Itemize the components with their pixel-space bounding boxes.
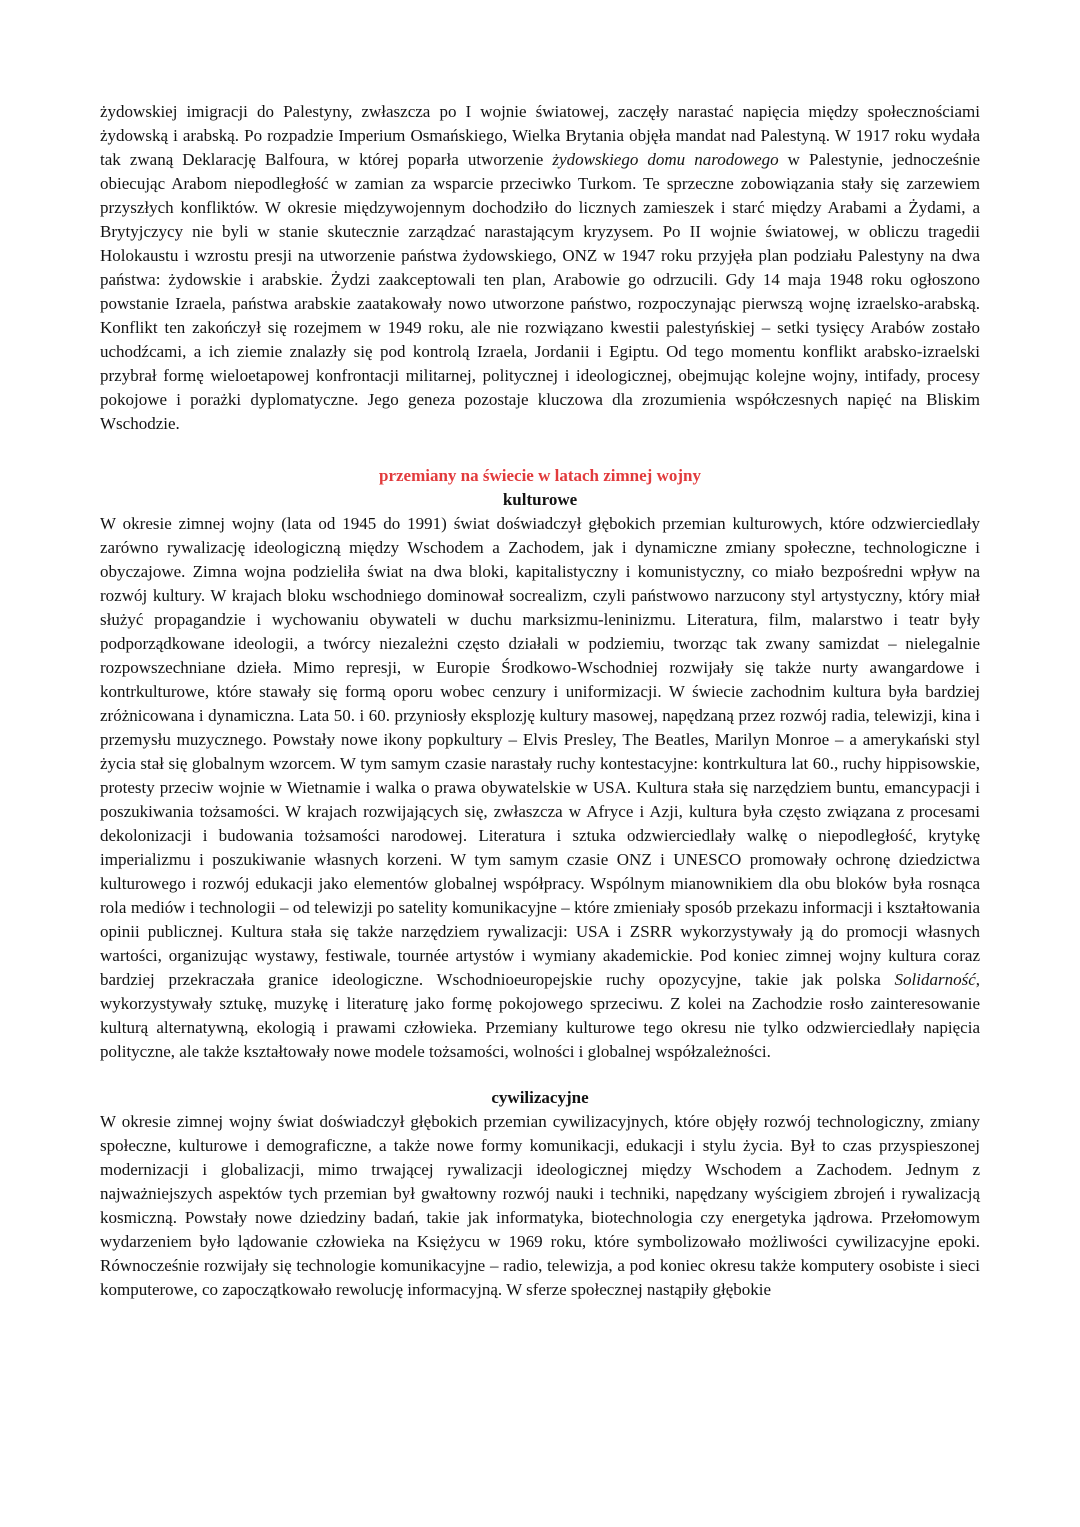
text-run: W okresie zimnej wojny (lata od 1945 do 1991) świat doświadczył głębokich przemian kulturowych, które odzwierciedlały zarówno rywalizację ideologiczną między Wschodem a Zachodem, jak i dynamiczne zmiany społeczne, technologiczne i obyczajowe. Zimna wojna podzieliła świat na dwa bloki, kapitalistyczny i komunistyczny, co miało bezpośredni wpływ na rozwój kultury. W krajach bloku wschodniego dominował socrealizm, czyli państwowo narzucony styl artystyczny, który miał służyć propagandzie i wychowaniu obywateli w duchu marksizmu-leninizmu. Literatura, film, malarstwo i teatr były podporządkowane ideologii, a twórcy niezależni często działali w podziemiu, tworząc tak zwany samizdat – nielegalnie rozpowszechniane dzieła. Mimo represji, w Europie Środkowo-Wschodniej rozwijały się także nurty awangardowe i kontrkulturowe, które stawały się formą oporu wobec cenzury i uniformizacji. W świecie zachodnim kultura była bardziej zróżnicowana i dynamiczna. Lata 50. i 60. przyniosły eksplozję kultury masowej, napędzaną przez rozwój radia, telewizji, kina i przemysłu muzycznego. Powstały nowe ikony popkultury – Elvis Presley, The Beatles, Marilyn Monroe – a amerykański styl życia stał się globalnym wzorcem. W tym samym czasie narastały ruchy kontestacyjne: kontrkultura lat 60., ruchy hippisowskie, protesty przeciw wojnie w Wietnamie i walka o prawa obywatelskie w USA. Kultura stała się narzędziem buntu, emancypacji i poszukiwania tożsamości. W krajach rozwijających się, zwłaszcza w Afryce i Azji, kultura była często związana z procesami dekolonizacji i budowania tożsamości narodowej. Literatura i sztuka odzwierciedlały walkę o niepodległość, krytykę imperializmu i poszukiwanie własnych korzeni. W tym samym czasie ONZ i UNESCO promowały ochronę dziedzictwa kulturowego i rozwój edukacji jako elementów globalnej współpracy. Wspólnym mianownikiem dla obu bloków była rosnąca rola mediów i technologii – od telewizji po satelity komunikacyjne – które zmieniały sposób przekazu informacji i kształtowania opinii publicznej. Kultura stała się także narzędziem rywalizacji: USA i ZSRR wykorzystywały ją do promocji własnych wartości, organizując wystawy, festiwale, tournée artystów i wymiany akademickie. Pod koniec zimnej wojny kultura coraz bardziej przekraczała granice ideologiczne. Wschodnioeuropejskie ruchy opozycyjne, takie jak polska [100,514,980,989]
italic-text-run: Solidarność [894,970,976,989]
text-run: żydowskiej imigracji do Palestyny, zwłaszcza po I wojnie światowej, zaczęły narastać napięcia między społecznościami żydowską i arabską. Po rozpadzie Imperium Osmańskiego, Wielka Brytania objęła mandat nad Palestyną. W 1917 roku wydała tak zwaną Deklarację Balfoura, w której poparła utworzenie [100,102,980,169]
section-heading-world-changes-cold-war: przemiany na świecie w latach zimnej wojny [378,466,701,485]
text-run: w Palestynie, jednocześnie obiecując Arabom niepodległość w zamian za wsparcie przeciwko Turkom. Te sprzeczne zobowiązania stały się zarzewiem przyszłych konfliktów. W okresie międzywojennym dochodziło do licznych zamieszek i starć między Arabami a Żydami, a Brytyjczycy nie byli w stanie skutecznie zarządzać narastającym kryzysem. Po II wojnie światowej, w obliczu tragedii Holokaustu i wzrostu presji na utworzenie państwa żydowskiego, ONZ w 1947 roku przyjęła plan podziału Palestyny na dwa państwa: żydowskie i arabskie. Żydzi zaakceptowali ten plan, Arabowie go odrzucili. Gdy 14 maja 1948 roku ogłoszono powstanie Izraela, państwa arabskie zaatakowały nowo utworzone państwo, rozpoczynając pierwszą wojnę izraelsko-arabską. Konflikt ten zakończył się rozejmem w 1949 roku, ale nie rozwiązano kwestii palestyńskiej – setki tysięcy Arabów zostało uchodźcami, a ich ziemie znalazły się pod kontrolą Izraela, Jordanii i Egiptu. Od tego momentu konflikt arabsko-izraelski przybrał formę wieloetapowej konfrontacji militarnej, politycznej i ideologicznej, obejmując kolejne wojny, intifady, procesy pokojowe i porażki dyplomatyczne. Jego geneza pozostaje kluczowa dla zrozumienia współczesnych napięć na Bliskim Wschodzie. [100,150,980,433]
subsection-heading-civilizational: cywilizacyjne [491,1088,589,1107]
italic-text-run: żydowskiego domu narodowego [552,150,779,169]
paragraph-civilizational-changes: W okresie zimnej wojny świat doświadczył głębokich przemian cywilizacyjnych, które objęły rozwój technologiczny, zmiany społeczne, kulturowe i demograficzne, a także nowe formy komunikacji, edukacji i stylu życia. Był to czas przyspieszonej modernizacji i globalizacji, mimo trwającej rywalizacji ideologicznej między Wschodem a Zachodem. Jednym z najważniejszych aspektów tych przemian był gwałtowny rozwój nauki i techniki, napędzany wyścigiem zbrojeń i rywalizacją kosmiczną. Powstały nowe dziedziny badań, takie jak informatyka, biotechnologia czy energetyka jądrowa. Przełomowym wydarzeniem było lądowanie człowieka na Księżycu w 1969 roku, które symbolizowało możliwości cywilizacyjne epoki. Równocześnie rozwijały się technologie komunikacyjne – radio, telewizja, a pod koniec okresu także komputery osobiste i sieci komputerowe, co zapoczątkowało rewolucję informacyjną. W sferze społecznej nastąpiły głębokie [100,1112,980,1299]
paragraph-cultural-changes [100,512,980,1064]
subsection-heading-cultural: kulturowe [502,490,578,509]
paragraph-israel-palestine-conflict [100,100,980,436]
text-run: , wykorzystywały sztukę, muzykę i literaturę jako formę pokojowego sprzeciwu. Z kolei na Zachodzie rosło zainteresowanie kulturą alternatywną, ekologią i prawami człowieka. Przemiany kulturowe tego okresu nie tylko odzwierciedlały napięcia polityczne, ale także kształtowały nowe modele tożsamości, wolności i globalnej współzależności. [100,970,980,1061]
